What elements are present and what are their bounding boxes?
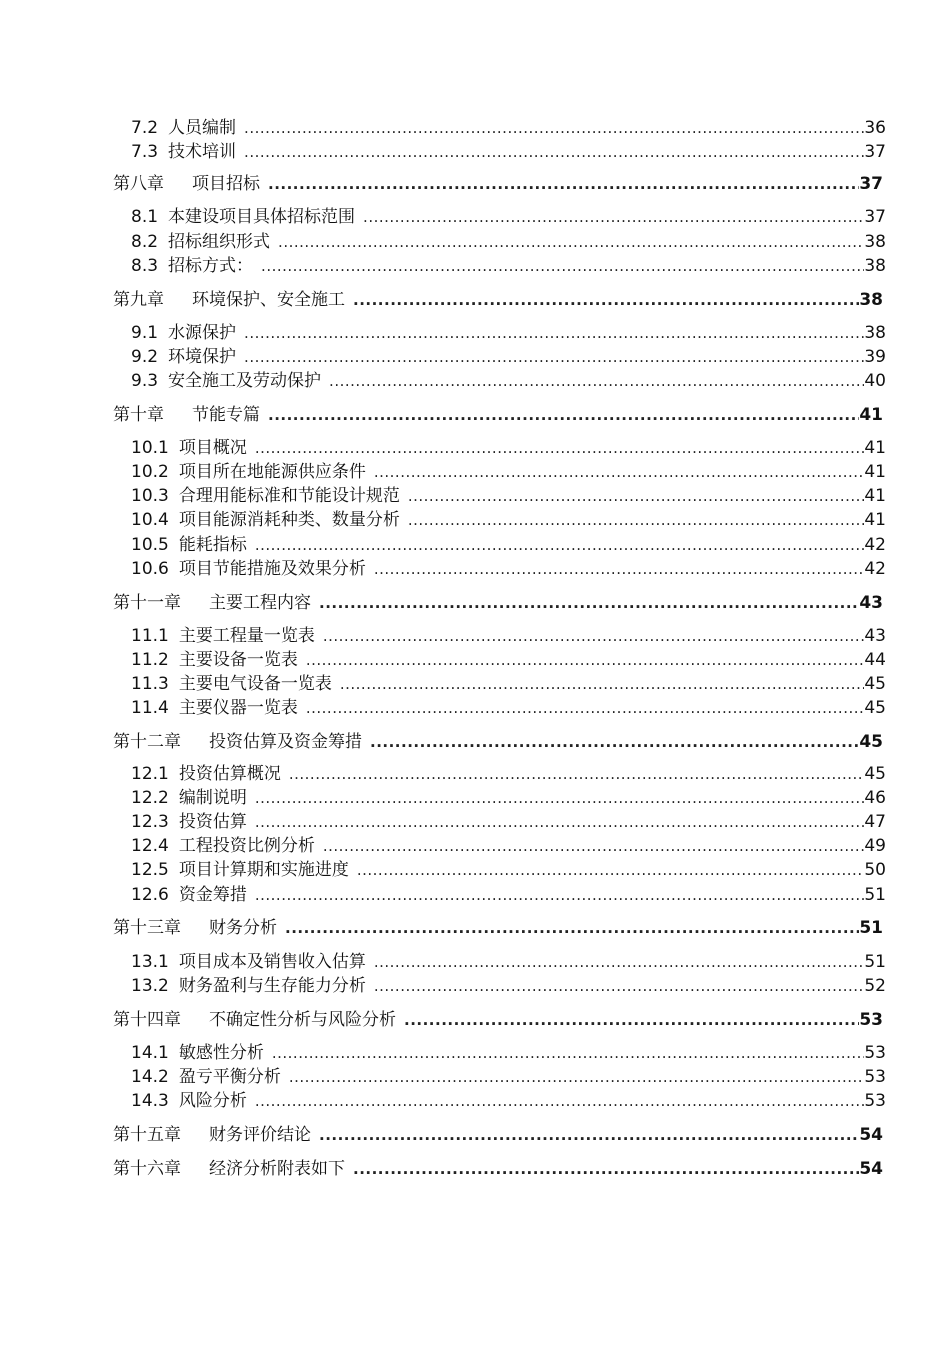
page-number: 41	[859, 405, 883, 425]
entry-title: 主要工程量一览表	[178, 626, 315, 646]
entry-title: 项目成本及销售收入估算	[178, 952, 366, 972]
dot-leader	[272, 1041, 865, 1065]
page-number: 54	[859, 1159, 883, 1179]
toc-chapter-entry[interactable]	[113, 1157, 883, 1181]
page-number: 36	[864, 118, 886, 138]
toc-section-entry[interactable]	[131, 345, 886, 369]
entry-title: 招标方式：	[168, 256, 254, 276]
toc-section-entry[interactable]	[131, 624, 886, 648]
entry-title: 财务评价结论	[209, 1125, 311, 1145]
dot-leader	[268, 403, 859, 427]
toc-chapter-entry[interactable]	[113, 1008, 883, 1032]
entry-number: 12.5	[131, 860, 169, 880]
entry-number: 9.1	[131, 323, 159, 343]
entry-title: 本建设项目具体招标范围	[168, 207, 356, 227]
toc-section-entry[interactable]	[131, 205, 886, 229]
dot-leader	[408, 484, 865, 508]
toc-section-entry[interactable]	[131, 950, 886, 974]
page-number: 45	[864, 698, 886, 718]
toc-section-entry[interactable]	[131, 1089, 886, 1113]
entry-number: 第十一章	[113, 593, 181, 613]
page-number: 37	[859, 174, 883, 194]
entry-number: 第十四章	[113, 1010, 181, 1030]
entry-number: 12.3	[131, 812, 169, 832]
toc-section-entry[interactable]	[131, 436, 886, 460]
entry-title: 敏感性分析	[178, 1043, 264, 1063]
page-number: 42	[864, 559, 886, 579]
page-number: 38	[859, 290, 883, 310]
entry-title: 安全施工及劳动保护	[168, 371, 322, 391]
entry-title: 风险分析	[178, 1091, 247, 1111]
toc-section-entry[interactable]	[131, 533, 886, 557]
entry-title: 经济分析附表如下	[209, 1159, 345, 1179]
page-number: 45	[864, 764, 886, 784]
toc-section-entry[interactable]	[131, 116, 886, 140]
toc-chapter-entry[interactable]	[113, 730, 883, 754]
dot-leader	[374, 557, 865, 581]
entry-number: 13.1	[131, 952, 169, 972]
entry-number: 9.3	[131, 371, 159, 391]
entry-number: 12.2	[131, 788, 169, 808]
toc-section-entry[interactable]	[131, 810, 886, 834]
toc-section-entry[interactable]	[131, 974, 886, 998]
entry-title: 技术培训	[168, 142, 237, 162]
dot-leader	[353, 288, 859, 312]
entry-number: 11.2	[131, 650, 169, 670]
page-number: 49	[864, 836, 886, 856]
page-number: 41	[864, 462, 886, 482]
page-number: 38	[864, 232, 886, 252]
entry-title: 合理用能标准和节能设计规范	[178, 486, 400, 506]
entry-title: 资金筹措	[178, 885, 247, 905]
dot-leader	[319, 591, 859, 615]
entry-title: 项目计算期和实施进度	[178, 860, 349, 880]
toc-chapter-entry[interactable]	[113, 288, 883, 312]
toc-section-entry[interactable]	[131, 1065, 886, 1089]
entry-title: 盈亏平衡分析	[178, 1067, 281, 1087]
entry-number: 11.3	[131, 674, 169, 694]
entry-title: 工程投资比例分析	[178, 836, 315, 856]
dot-leader	[255, 786, 865, 810]
dot-leader	[353, 1157, 859, 1181]
entry-title: 不确定性分析与风险分析	[209, 1010, 396, 1030]
entry-title: 投资估算概况	[178, 764, 281, 784]
dot-leader	[244, 345, 864, 369]
page-number: 42	[864, 535, 886, 555]
entry-number: 10.1	[131, 438, 169, 458]
page-number: 52	[864, 976, 886, 996]
entry-title: 项目能源消耗种类、数量分析	[178, 510, 400, 530]
entry-title: 编制说明	[178, 788, 247, 808]
page-number: 50	[864, 860, 886, 880]
page-number: 43	[859, 593, 883, 613]
page-number: 41	[864, 510, 886, 530]
entry-number: 12.6	[131, 885, 169, 905]
dot-leader	[374, 974, 865, 998]
page-number: 41	[864, 438, 886, 458]
entry-number: 14.2	[131, 1067, 169, 1087]
dot-leader	[289, 1065, 865, 1089]
page-number: 51	[859, 918, 883, 938]
page-number: 44	[864, 650, 886, 670]
toc-chapter-entry[interactable]	[113, 403, 883, 427]
page-number: 45	[864, 674, 886, 694]
dot-leader	[319, 1123, 859, 1147]
page-number: 39	[864, 347, 886, 367]
dot-leader	[278, 230, 864, 254]
toc-section-entry[interactable]	[131, 321, 886, 345]
page-number: 53	[864, 1067, 886, 1087]
page-number: 51	[864, 885, 886, 905]
entry-title: 主要仪器一览表	[178, 698, 298, 718]
entry-number: 第八章	[113, 174, 164, 194]
entry-number: 第十六章	[113, 1159, 181, 1179]
dot-leader	[363, 205, 864, 229]
page-number: 46	[864, 788, 886, 808]
entry-title: 能耗指标	[178, 535, 247, 555]
dot-leader	[285, 916, 859, 940]
dot-leader	[340, 672, 865, 696]
entry-number: 14.1	[131, 1043, 169, 1063]
page-number: 53	[864, 1091, 886, 1111]
toc-section-entry[interactable]	[131, 696, 886, 720]
entry-number: 13.2	[131, 976, 169, 996]
dot-leader	[255, 1089, 865, 1113]
toc-section-entry[interactable]	[131, 369, 886, 393]
dot-leader	[323, 624, 865, 648]
toc-section-entry[interactable]	[131, 883, 886, 907]
toc-section-entry[interactable]	[131, 834, 886, 858]
dot-leader	[370, 730, 859, 754]
dot-leader	[244, 116, 864, 140]
entry-number: 7.3	[131, 142, 159, 162]
entry-number: 10.6	[131, 559, 169, 579]
page-number: 45	[859, 732, 883, 752]
toc-section-entry[interactable]	[131, 508, 886, 532]
entry-title: 环境保护	[168, 347, 237, 367]
entry-number: 第十二章	[113, 732, 181, 752]
page-number: 53	[864, 1043, 886, 1063]
dot-leader	[323, 834, 865, 858]
entry-title: 财务盈利与生存能力分析	[178, 976, 366, 996]
entry-number: 第十三章	[113, 918, 181, 938]
dot-leader	[255, 436, 865, 460]
dot-leader	[261, 254, 864, 278]
entry-title: 项目节能措施及效果分析	[178, 559, 366, 579]
entry-number: 10.5	[131, 535, 169, 555]
entry-title: 主要设备一览表	[178, 650, 298, 670]
dot-leader	[255, 533, 865, 557]
toc-section-entry[interactable]	[131, 230, 886, 254]
entry-number: 12.1	[131, 764, 169, 784]
entry-title: 主要工程内容	[209, 593, 311, 613]
page-number: 54	[859, 1125, 883, 1145]
entry-number: 12.4	[131, 836, 169, 856]
toc-section-entry[interactable]	[131, 672, 886, 696]
dot-leader	[408, 508, 865, 532]
toc-chapter-entry[interactable]	[113, 172, 883, 196]
toc-chapter-entry[interactable]	[113, 916, 883, 940]
entry-title: 招标组织形式	[168, 232, 271, 252]
dot-leader	[255, 883, 865, 907]
toc-section-entry[interactable]	[131, 557, 886, 581]
toc-chapter-entry[interactable]	[113, 591, 883, 615]
entry-number: 10.3	[131, 486, 169, 506]
entry-number: 9.2	[131, 347, 159, 367]
dot-leader	[255, 810, 865, 834]
dot-leader	[404, 1008, 859, 1032]
entry-title: 主要电气设备一览表	[178, 674, 332, 694]
entry-title: 项目所在地能源供应条件	[178, 462, 366, 482]
page-number: 43	[864, 626, 886, 646]
toc-section-entry[interactable]	[131, 762, 886, 786]
entry-title: 投资估算	[178, 812, 247, 832]
entry-title: 人员编制	[168, 118, 237, 138]
toc-section-entry[interactable]	[131, 254, 886, 278]
toc-section-entry[interactable]	[131, 140, 886, 164]
entry-number: 10.2	[131, 462, 169, 482]
toc-section-entry[interactable]	[131, 648, 886, 672]
dot-leader	[306, 696, 865, 720]
entry-title: 项目招标	[192, 174, 260, 194]
entry-number: 8.1	[131, 207, 159, 227]
page-number: 51	[864, 952, 886, 972]
dot-leader	[329, 369, 864, 393]
entry-title: 环境保护、安全施工	[192, 290, 345, 310]
page-number: 40	[864, 371, 886, 391]
entry-title: 项目概况	[178, 438, 247, 458]
dot-leader	[244, 140, 864, 164]
page-number: 38	[864, 323, 886, 343]
entry-number: 8.2	[131, 232, 159, 252]
entry-number: 11.1	[131, 626, 169, 646]
page-number: 41	[864, 486, 886, 506]
entry-number: 7.2	[131, 118, 159, 138]
page-number: 53	[859, 1010, 883, 1030]
entry-title: 水源保护	[168, 323, 237, 343]
page-number: 37	[864, 142, 886, 162]
dot-leader	[306, 648, 865, 672]
entry-number: 11.4	[131, 698, 169, 718]
entry-title: 投资估算及资金筹措	[209, 732, 362, 752]
page-number: 37	[864, 207, 886, 227]
dot-leader	[357, 858, 865, 882]
entry-number: 14.3	[131, 1091, 169, 1111]
dot-leader	[268, 172, 859, 196]
entry-number: 10.4	[131, 510, 169, 530]
toc-section-entry[interactable]	[131, 460, 886, 484]
dot-leader	[289, 762, 865, 786]
toc-section-entry[interactable]	[131, 1041, 886, 1065]
entry-title: 节能专篇	[192, 405, 260, 425]
entry-number: 第十章	[113, 405, 164, 425]
toc-section-entry[interactable]	[131, 484, 886, 508]
entry-number: 8.3	[131, 256, 159, 276]
toc-section-entry[interactable]	[131, 786, 886, 810]
page-number: 38	[864, 256, 886, 276]
entry-number: 第九章	[113, 290, 164, 310]
page-number: 47	[864, 812, 886, 832]
entry-title: 财务分析	[209, 918, 277, 938]
dot-leader	[374, 460, 865, 484]
entry-number: 第十五章	[113, 1125, 181, 1145]
dot-leader	[244, 321, 864, 345]
toc-chapter-entry[interactable]	[113, 1123, 883, 1147]
toc-section-entry[interactable]	[131, 858, 886, 882]
dot-leader	[374, 950, 865, 974]
